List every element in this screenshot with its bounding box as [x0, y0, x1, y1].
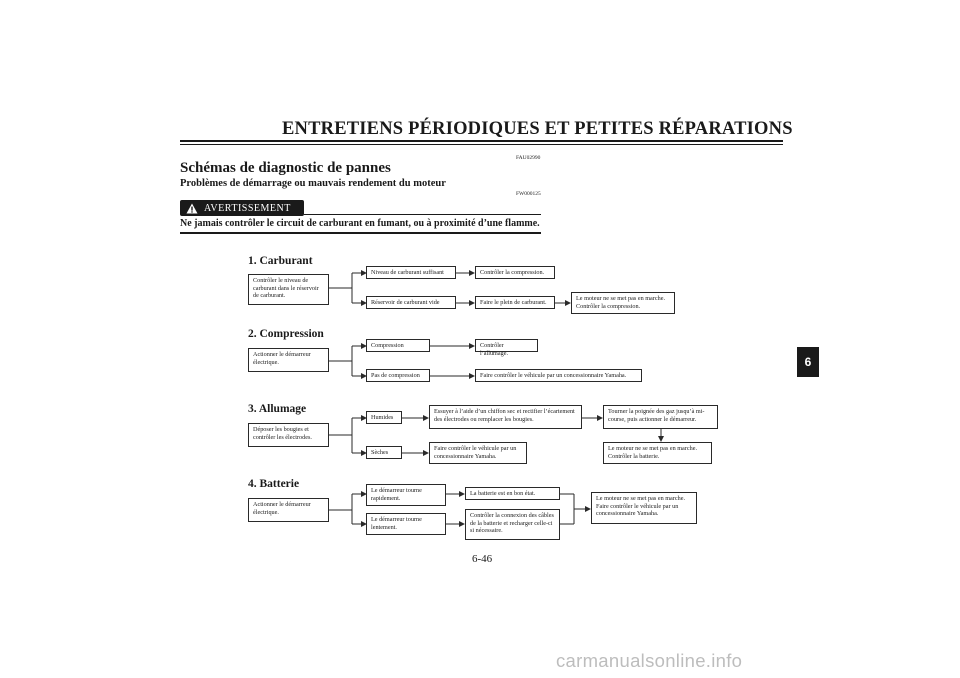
- compression-action-2: Faire contrôler le véhicule par un concessionnaire Yamaha.: [475, 369, 642, 382]
- warning-code: FW000125: [516, 191, 541, 197]
- carburant-result-box: Le moteur ne se met pas en marche. Contrôler la compression.: [571, 292, 675, 314]
- chapter-tab: 6: [797, 347, 819, 377]
- block-title-compression: 2. Compression: [248, 328, 324, 340]
- carburant-start-box: Contrôler le niveau de carburant dans le réservoir de carburant.: [248, 274, 329, 305]
- allumage-action-1: Essuyer à l’aide d’un chiffon sec et rectifier l’écartement des électrodes ou remplacer les bougies.: [429, 405, 582, 429]
- allumage-next-step: Tourner la poignée des gaz jusqu’à mi-course, puis actionner le démarreur.: [603, 405, 718, 429]
- allumage-start-box: Déposer les bougies et contrôler les électrodes.: [248, 423, 329, 447]
- carburant-condition-1: Niveau de carburant suffisant: [366, 266, 456, 279]
- watermark-text: carmanualsonline.info: [556, 650, 743, 671]
- batterie-condition-2: Le démarreur tourne lentement.: [366, 513, 446, 535]
- carburant-action-2: Faire le plein de carburant.: [475, 296, 555, 309]
- batterie-start-box: Actionner le démarreur électrique.: [248, 498, 329, 522]
- allumage-result-box: Le moteur ne se met pas en marche. Contrôler la batterie.: [603, 442, 712, 464]
- page-number: 6-46: [472, 553, 493, 565]
- allumage-condition-1: Humides: [366, 411, 402, 424]
- carburant-condition-2: Réservoir de carburant vide: [366, 296, 456, 309]
- compression-start-box: Actionner le démarreur électrique.: [248, 348, 329, 372]
- compression-action-1: Contrôler l’allumage.: [475, 339, 538, 352]
- block-title-carburant: 1. Carburant: [248, 255, 313, 267]
- carburant-action-1: Contrôler la compression.: [475, 266, 555, 279]
- section-title: Schémas de diagnostic de pannes: [180, 160, 391, 176]
- allumage-condition-2: Sèches: [366, 446, 402, 459]
- block-title-batterie: 4. Batterie: [248, 478, 300, 490]
- warning-label: AVERTISSEMENT: [204, 202, 291, 214]
- batterie-action-1: La batterie est en bon état.: [465, 487, 560, 500]
- batterie-action-2: Contrôler la connexion des câbles de la batterie et recharger celle-ci si nécessaire.: [465, 509, 560, 540]
- page-header-title: ENTRETIENS PÉRIODIQUES ET PETITES RÉPARATIONS: [282, 119, 793, 139]
- section-code: FAU02990: [516, 155, 541, 161]
- allumage-action-2: Faire contrôler le véhicule par un concessionnaire Yamaha.: [429, 442, 527, 464]
- compression-condition-1: Compression: [366, 339, 430, 352]
- batterie-condition-1: Le démarreur tourne rapidement.: [366, 484, 446, 506]
- section-subtitle: Problèmes de démarrage ou mauvais rendement du moteur: [180, 178, 446, 189]
- batterie-result-box: Le moteur ne se met pas en marche. Faire contrôler le véhicule par un concessionnaire Yamaha.: [591, 492, 697, 524]
- warning-text: Ne jamais contrôler le circuit de carburant en fumant, ou à proximité d’une flamme.: [180, 218, 540, 229]
- compression-condition-2: Pas de compression: [366, 369, 430, 382]
- block-title-allumage: 3. Allumage: [248, 403, 307, 415]
